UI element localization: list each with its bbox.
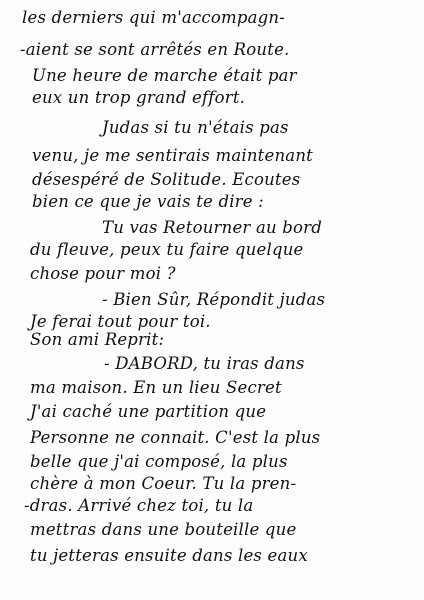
text-line-21: -dras. Arrivé chez toi, tu la bbox=[24, 496, 254, 515]
text-line-14: Son ami Reprit: bbox=[30, 330, 165, 349]
text-line-4: eux un trop grand effort. bbox=[32, 88, 246, 107]
text-line-23: tu jetteras ensuite dans les eaux bbox=[30, 546, 308, 565]
text-line-9: Tu vas Retourner au bord bbox=[102, 218, 322, 237]
text-line-8: bien ce que je vais te dire : bbox=[32, 192, 264, 211]
text-line-17: J'ai caché une partition que bbox=[30, 402, 267, 421]
text-line-3: Une heure de marche était par bbox=[32, 66, 297, 85]
text-line-16: ma maison. En un lieu Secret bbox=[30, 378, 282, 397]
text-line-15: - DABORD, tu iras dans bbox=[104, 354, 305, 373]
text-line-22: mettras dans une bouteille que bbox=[30, 520, 297, 539]
text-line-13: Je ferai tout pour toi. bbox=[30, 312, 211, 331]
text-line-19: belle que j'ai composé, la plus bbox=[30, 452, 288, 471]
text-line-11: chose pour moi ? bbox=[30, 264, 176, 283]
text-line-7: désespéré de Solitude. Ecoutes bbox=[32, 170, 301, 189]
text-line-1: les derniers qui m'accompagn- bbox=[22, 8, 285, 27]
text-line-5: Judas si tu n'étais pas bbox=[102, 118, 289, 137]
text-line-10: du fleuve, peux tu faire quelque bbox=[30, 240, 304, 259]
text-line-2: -aient se sont arrêtés en Route. bbox=[20, 40, 290, 59]
text-line-6: venu, je me sentirais maintenant bbox=[32, 146, 313, 165]
text-line-18: Personne ne connait. C'est la plus bbox=[30, 428, 321, 447]
text-line-12: - Bien Sûr, Répondit judas bbox=[102, 290, 326, 309]
text-line-20: chère à mon Coeur. Tu la pren- bbox=[30, 474, 297, 493]
